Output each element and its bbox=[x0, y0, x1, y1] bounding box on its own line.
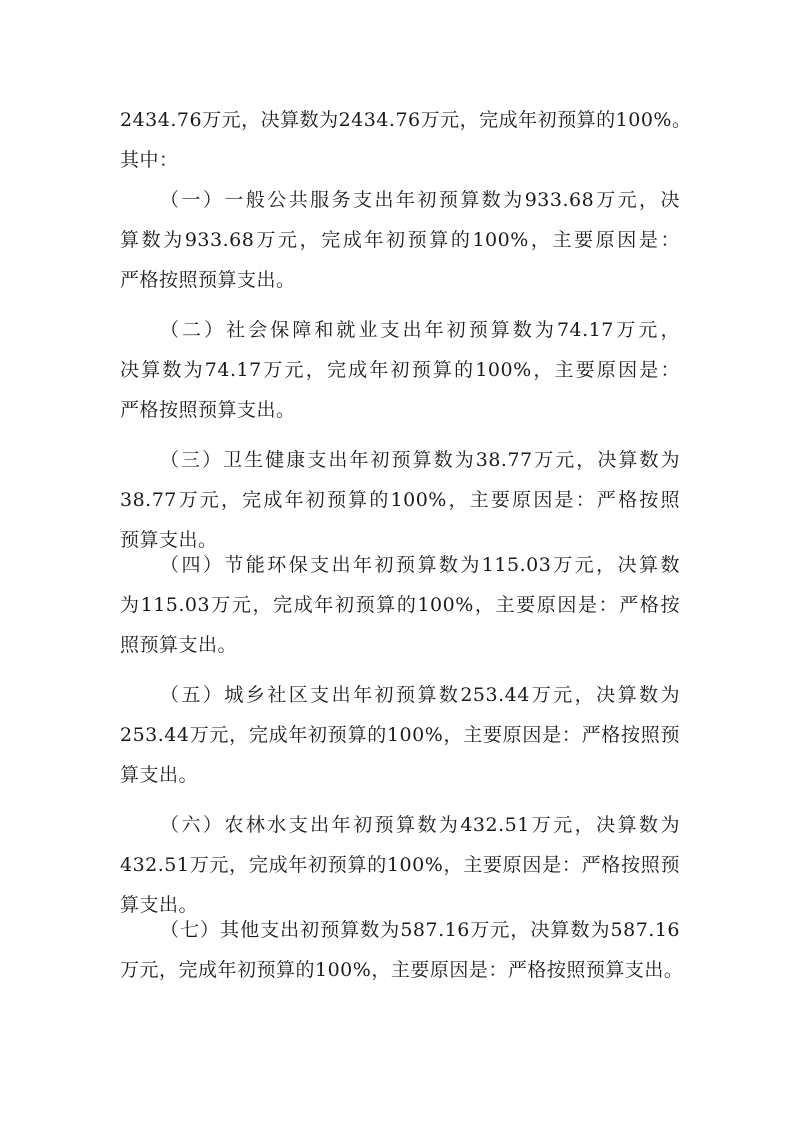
paragraph-line: （七）其他支出初预算数为587.16万元，决算数为587.16 bbox=[160, 919, 680, 941]
paragraph-line: 432.51万元，完成年初预算的100%，主要原因是：严格按照预 bbox=[120, 854, 680, 876]
item-general-public-services bbox=[120, 180, 680, 300]
paragraph-line: （一）一般公共服务支出年初预算数为933.68万元，决 bbox=[160, 189, 680, 211]
intro-paragraph bbox=[120, 100, 692, 180]
item-agriculture bbox=[120, 805, 680, 925]
intro-line-2: 其中： bbox=[120, 149, 179, 171]
item-social-security bbox=[120, 310, 680, 430]
paragraph-line: 算数为933.68万元，完成年初预算的100%，主要原因是： bbox=[120, 229, 680, 251]
paragraph-line: 预算支出。 bbox=[120, 529, 218, 551]
paragraph-line: 算支出。 bbox=[120, 764, 199, 786]
paragraph-line: （五）城乡社区支出年初预算数253.44万元，决算数为 bbox=[160, 684, 680, 706]
paragraph-line: 严格按照预算支出。 bbox=[120, 399, 296, 421]
item-urban-rural bbox=[120, 675, 680, 795]
paragraph-line: （四）节能环保支出年初预算数为115.03万元，决算数 bbox=[160, 554, 680, 576]
paragraph-line: 算支出。 bbox=[120, 894, 199, 916]
paragraph-line: 为115.03万元，完成年初预算的100%，主要原因是：严格按 bbox=[120, 594, 680, 616]
paragraph-line: （二）社会保障和就业支出年初预算数为74.17万元， bbox=[160, 319, 680, 341]
paragraph-line: （六）农林水支出年初预算数为432.51万元，决算数为 bbox=[160, 814, 680, 836]
item-environment bbox=[120, 545, 680, 665]
paragraph-line: 253.44万元，完成年初预算的100%，主要原因是：严格按照预 bbox=[120, 724, 680, 746]
paragraph-line: 万元，完成年初预算的100%，主要原因是：严格按照预算支出。 bbox=[120, 959, 684, 981]
paragraph-line: 照预算支出。 bbox=[120, 634, 238, 656]
paragraph-line: 决算数为74.17万元，完成年初预算的100%，主要原因是： bbox=[120, 359, 680, 381]
item-health bbox=[120, 440, 680, 560]
intro-line-1: 2434.76万元，决算数为2434.76万元，完成年初预算的100%。 bbox=[120, 109, 692, 131]
item-other bbox=[120, 910, 684, 990]
paragraph-line: 38.77万元，完成年初预算的100%，主要原因是：严格按照 bbox=[120, 489, 680, 511]
paragraph-line: 严格按照预算支出。 bbox=[120, 269, 296, 291]
paragraph-line: （三）卫生健康支出年初预算数为38.77万元，决算数为 bbox=[160, 449, 680, 471]
